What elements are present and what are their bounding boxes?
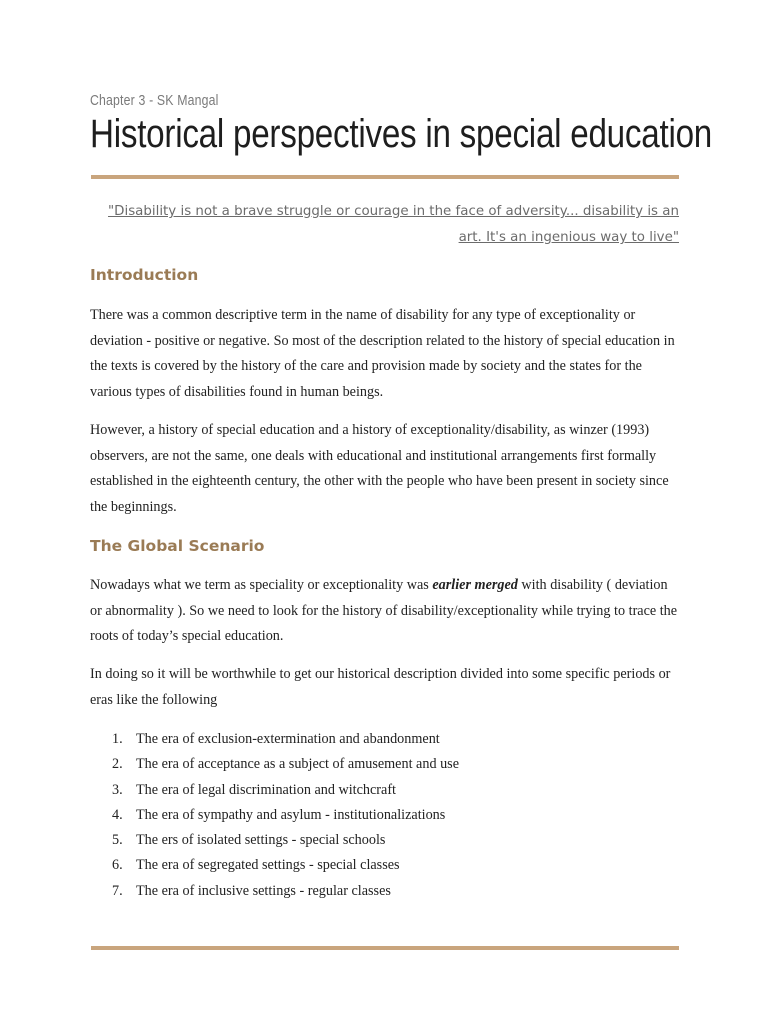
epigraph-quote: "Disability is not a brave struggle or courage in the face of adversity... disability is an art. It's an ingenious way to live" <box>108 204 679 245</box>
eras-list <box>110 727 459 904</box>
list-item-text: The era of exclusion-extermination and abandonment <box>136 731 440 747</box>
bottom-divider <box>91 946 679 950</box>
list-item-text: The ers of isolated settings - special schools <box>136 832 386 849</box>
list-item <box>110 879 459 904</box>
list-item-text: The era of inclusive settings - regular classes <box>136 882 391 899</box>
page-title: Historical perspectives in special education <box>90 112 713 156</box>
list-number: 2. <box>112 756 123 773</box>
global-paragraph-1 <box>90 573 680 650</box>
top-divider <box>91 175 679 179</box>
list-item <box>110 727 459 752</box>
list-item <box>110 853 459 878</box>
list-item <box>110 752 459 777</box>
paragraph-text: with disability ( deviation or abnormality ). So we need to look for the history of disability/exceptionality while trying to trace the roots of today’s special education. <box>90 577 678 644</box>
list-number: 6. <box>112 857 123 874</box>
global-paragraph-2: In doing so it will be worthwhile to get our historical description divided into some specific periods or eras like the following <box>90 666 671 708</box>
list-item-text: The era of sympathy and asylum - institutionalizations <box>136 806 446 823</box>
list-item <box>110 803 459 828</box>
list-number: 3. <box>112 781 123 798</box>
list-item <box>110 778 459 803</box>
chapter-subtitle: Chapter 3 - SK Mangal <box>90 92 219 109</box>
intro-paragraph-1: There was a common descriptive term in the name of disability for any type of exceptionality or deviation - positive or negative. So most of the description related to the history of special education in the texts is covered by the history of the care and provision made by society and the states for the various types of disabilities found in human beings. <box>90 307 675 400</box>
list-item-text: The era of acceptance as a subject of amusement and use <box>136 756 460 773</box>
list-number: 1. <box>112 731 123 747</box>
intro-paragraph-2: However, a history of special education and a history of exceptionality/disability, as winzer (1993) observers, are not the same, one deals with educational and institutional arrangements first formally established in the eighteenth century, the other with the people who have been present in society since the beginnings. <box>90 422 669 515</box>
list-item-text: The era of segregated settings - special classes <box>136 857 400 874</box>
list-item-text: The era of legal discrimination and witchcraft <box>136 781 396 798</box>
list-number: 7. <box>112 882 123 899</box>
list-number: 4. <box>112 806 123 823</box>
emphasis-text: earlier merged <box>432 577 518 593</box>
section-heading-global-scenario: The Global Scenario <box>90 537 265 555</box>
paragraph-text: Nowadays what we term as speciality or exceptionality was <box>90 577 433 593</box>
list-number: 5. <box>112 832 123 849</box>
list-item <box>110 828 459 853</box>
section-heading-introduction: Introduction <box>90 266 199 284</box>
